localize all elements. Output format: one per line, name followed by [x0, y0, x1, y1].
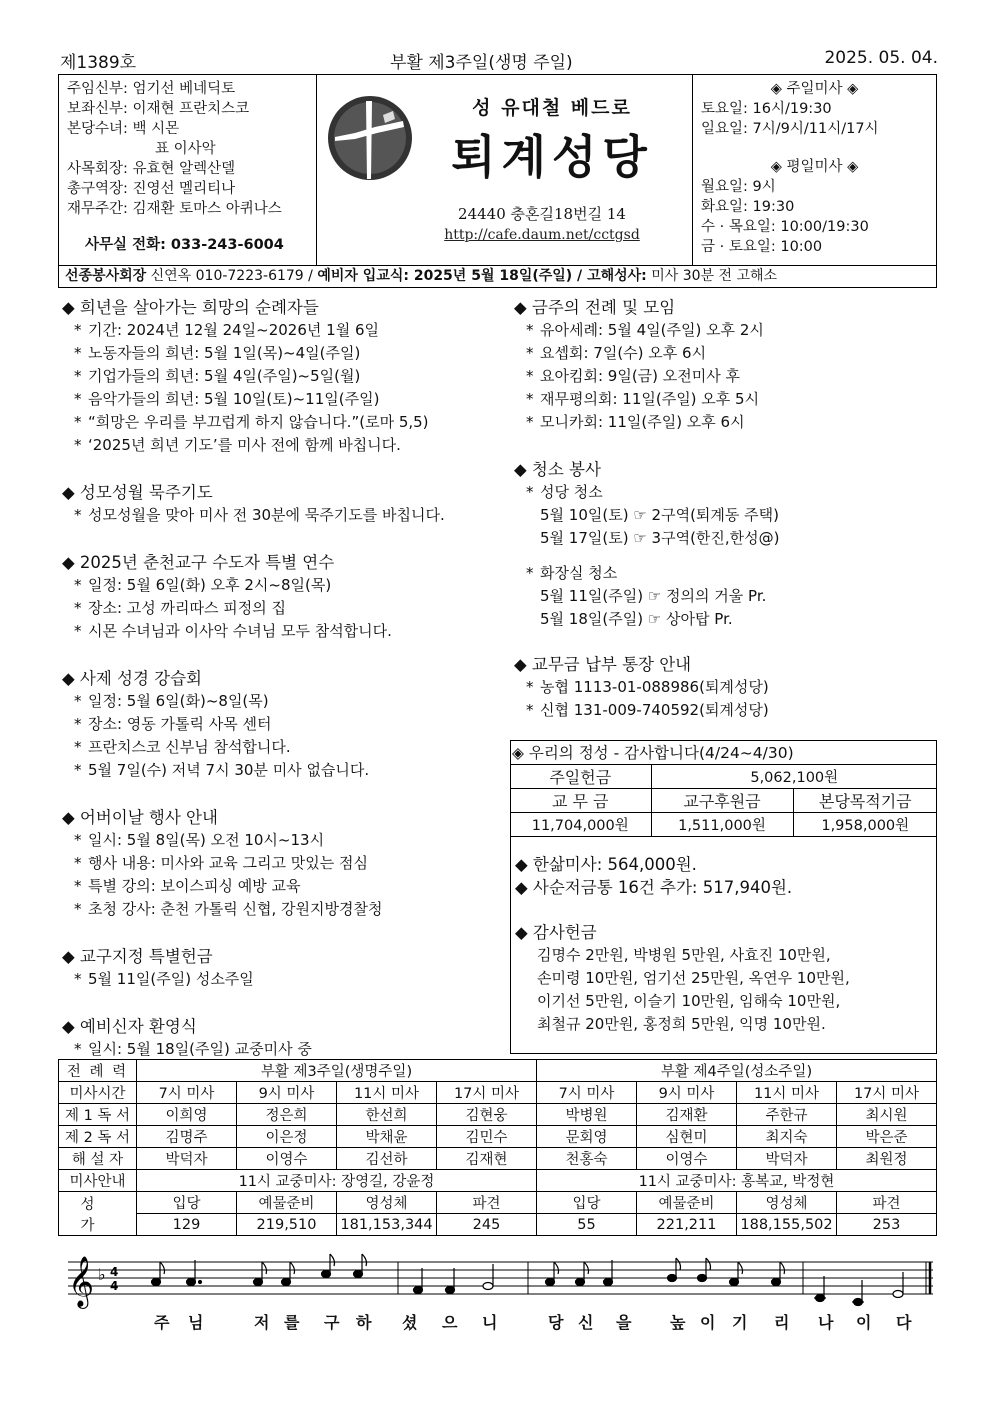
staff-line: 주임신부: 엄기선 베네딕토 — [67, 81, 236, 97]
offering-head: 교구후원금 — [651, 788, 793, 812]
hymn-number: 219,510 — [237, 1214, 337, 1236]
reader: 정은희 — [237, 1104, 337, 1126]
list-item: * 특별 강의: 보이스피싱 예방 교육 — [74, 877, 301, 895]
strip-label: 예비자 입교식: 2025년 5월 18일(주일) / — [317, 268, 588, 284]
liturgy-table — [58, 1059, 937, 1236]
commentator: 김재현 — [437, 1148, 537, 1170]
lyric-syllable: 셨 — [402, 1313, 418, 1332]
offering-line: ◆ 한삶미사: 564,000원. — [515, 855, 697, 874]
mass-time: 11시 미사 — [737, 1082, 837, 1104]
mass-line: 수 · 목요일: 10:00/19:30 — [701, 219, 869, 235]
row-label: 미사안내 — [59, 1170, 137, 1192]
lyric-syllable: 를 — [284, 1313, 300, 1332]
staff-line: 총구역장: 진영선 멜리티나 — [67, 181, 236, 197]
list-item: * 성당 청소 — [526, 483, 603, 501]
hymn-head: 예물준비 — [237, 1192, 337, 1214]
offering-head: 본당목적기금 — [793, 788, 937, 812]
list-item: * 화장실 청소 — [526, 564, 618, 582]
list-item: * 5월 11일(주일) 성소주일 — [74, 970, 254, 988]
commentator: 이영수 — [637, 1148, 737, 1170]
offering-title: ◈ 우리의 정성 - 감사합니다(4/24~4/30) — [510, 740, 937, 764]
list-item: * 일시: 5월 18일(주일) 교중미사 중 — [74, 1040, 312, 1058]
section-title: ◆ 성모성월 묵주기도 — [62, 483, 213, 502]
left-column — [62, 296, 508, 1061]
parish-address: 24440 충혼길18번길 14 — [458, 205, 626, 223]
offering-notes — [515, 853, 933, 1036]
week2-title: 부활 제4주일(성소주일) — [537, 1060, 937, 1082]
reader: 최지숙 — [737, 1126, 837, 1148]
section-title: ◆ 어버이날 행사 안내 — [62, 808, 218, 827]
hymn-head: 파견 — [437, 1192, 537, 1214]
mass-time: 7시 미사 — [137, 1082, 237, 1104]
lyric-syllable: 다 — [896, 1313, 912, 1332]
section-title: ◆ 2025년 춘천교구 수도자 특별 연수 — [62, 553, 335, 572]
thanks-line: 이기선 5만원, 이슬기 10만원, 임해숙 10만원, — [537, 992, 841, 1010]
commentator: 최원정 — [837, 1148, 937, 1170]
sunday-mass-title: ◈ 주일미사 ◈ — [770, 81, 859, 97]
list-item: * 노동자들의 희년: 5월 1일(목)~4일(주일) — [74, 344, 361, 362]
mass-time: 7시 미사 — [537, 1082, 637, 1104]
lyric-syllable: 당 — [548, 1313, 564, 1332]
list-item: * 행사 내용: 미사와 교육 그리고 맛있는 점심 — [74, 854, 368, 872]
mass-schedule — [693, 75, 936, 265]
mass-line: 금 · 토요일: 10:00 — [701, 239, 823, 255]
list-item: * 신협 131-009-740592(퇴계성당) — [526, 701, 769, 719]
lyric-syllable: 니 — [482, 1313, 498, 1332]
staff-line: 본당수녀: 백 시몬 — [67, 121, 180, 137]
commentator: 이영수 — [237, 1148, 337, 1170]
lyric-syllable: 저 — [254, 1313, 270, 1332]
list-item: * 유아세례: 5월 4일(주일) 오후 2시 — [526, 321, 764, 339]
list-item: * 일정: 5월 6일(화) 오후 2시~8일(목) — [74, 576, 332, 594]
reader: 김민수 — [437, 1126, 537, 1148]
staff-line: 보좌신부: 이재현 프란치스코 — [67, 101, 250, 117]
notice-section — [62, 945, 508, 991]
week1-title: 부활 제3주일(생명주일) — [137, 1060, 537, 1082]
strip-value: 미사 30분 전 고해소 — [646, 268, 778, 284]
lyric-syllable: 하 — [356, 1313, 372, 1332]
notice-section — [62, 806, 508, 921]
hymn-head: 파견 — [837, 1192, 937, 1214]
lyric-syllable: 을 — [616, 1313, 632, 1332]
parish-logo-area — [317, 75, 693, 265]
hymn-head: 영성체 — [737, 1192, 837, 1214]
mass-time: 17시 미사 — [437, 1082, 537, 1104]
reader: 박채윤 — [337, 1126, 437, 1148]
reader: 주한규 — [737, 1104, 837, 1126]
list-item: * 음악가들의 희년: 5월 10일(토)~11일(주일) — [74, 390, 380, 408]
section-title: ◆ 금주의 전례 및 모임 — [514, 298, 676, 317]
list-item: * 프란치스코 신부님 참석합니다. — [74, 738, 291, 756]
row-label: 성 가 — [59, 1192, 137, 1236]
list-item: * 기간: 2024년 12월 24일~2026년 1월 6일 — [74, 321, 379, 339]
staff-list — [59, 75, 317, 265]
section-title: ◆ 감사헌금 — [515, 923, 597, 942]
row-label: 제 2 독 서 — [59, 1126, 137, 1148]
offering-value: 11,704,000원 — [510, 812, 651, 836]
hymn-number: 129 — [137, 1214, 237, 1236]
row-label: 미사시간 — [59, 1082, 137, 1104]
list-item: * 시몬 수녀님과 이사악 수녀님 모두 참석합니다. — [74, 622, 392, 640]
offering-value: 1,958,000원 — [793, 812, 937, 836]
notice-section — [62, 1015, 508, 1061]
clean-line: 5월 10일(토) ☞ 2구역(퇴계동 주택) — [540, 506, 780, 524]
row-label: 해 설 자 — [59, 1148, 137, 1170]
commentator: 천홍숙 — [537, 1148, 637, 1170]
mass-time: 9시 미사 — [237, 1082, 337, 1104]
lyric-syllable: 이 — [856, 1313, 872, 1332]
list-item: * 장소: 영동 가톨릭 사목 센터 — [74, 715, 272, 733]
mass-line: 일요일: 7시/9시/11시/17시 — [701, 121, 879, 137]
hymn-number: 188,155,502 — [737, 1214, 837, 1236]
cross-logo-icon — [325, 93, 415, 183]
parish-patron: 성 유대철 베드로 — [472, 97, 632, 119]
hymn-number: 253 — [837, 1214, 937, 1236]
staff-line: 재무주간: 김재환 토마스 아퀴나스 — [67, 201, 282, 217]
reader: 김재환 — [637, 1104, 737, 1126]
parish-name: 퇴계성당 — [451, 130, 653, 184]
list-item: * 농협 1113-01-088986(퇴계성당) — [526, 678, 769, 696]
hymn-number: 181,153,344 — [337, 1214, 437, 1236]
thanks-line: 김명수 2만원, 박병원 5만원, 사효진 10만원, — [537, 946, 831, 964]
list-item: * 기업가들의 희년: 5월 4일(주일)~5일(월) — [74, 367, 361, 385]
row-label: 전 례 력 — [59, 1060, 137, 1082]
notice-section — [62, 481, 508, 527]
issue-number: 제1389호 — [60, 53, 137, 73]
hymn-head: 영성체 — [337, 1192, 437, 1214]
notice-section — [62, 667, 508, 782]
mass-guide: 11시 교중미사: 장영길, 강윤정 — [137, 1170, 537, 1192]
commentator: 김선하 — [337, 1148, 437, 1170]
hymn-number: 245 — [437, 1214, 537, 1236]
mass-time: 9시 미사 — [637, 1082, 737, 1104]
commentator: 박덕자 — [137, 1148, 237, 1170]
row-label: 제 1 독 서 — [59, 1104, 137, 1126]
section-title: ◆ 교구지정 특별헌금 — [62, 947, 213, 966]
hymn-head: 입당 — [537, 1192, 637, 1214]
clean-line: 5월 11일(주일) ☞ 정의의 거울 Pr. — [540, 587, 767, 605]
section-title: ◆ 사제 성경 강습회 — [62, 669, 202, 688]
offering-box — [510, 740, 937, 1054]
lyric-syllable: 으 — [442, 1313, 458, 1332]
lyric-syllable: 높 — [670, 1313, 686, 1332]
svg-text:4: 4 — [110, 1265, 119, 1279]
reader: 이희영 — [137, 1104, 237, 1126]
hymn-number: 55 — [537, 1214, 637, 1236]
strip-label: 선종봉사회장 — [65, 268, 147, 284]
list-item: * 요아킴회: 9일(금) 오전미사 후 — [526, 367, 740, 385]
thanks-line: 최철규 20만원, 홍정희 5만원, 익명 10만원. — [537, 1015, 826, 1033]
reader: 박병원 — [537, 1104, 637, 1126]
staff-line: 표 이사악 — [155, 141, 216, 157]
hymn-number: 221,211 — [637, 1214, 737, 1236]
strip-value: 신연옥 010-7223-6179 / — [146, 268, 318, 284]
mass-line: 화요일: 19:30 — [701, 199, 795, 215]
notice-section — [62, 296, 508, 457]
strip-label: 고해성사: — [587, 268, 647, 284]
list-item: * 초청 강사: 춘천 가톨릭 신협, 강원지방경찰청 — [74, 900, 383, 918]
lyric-syllable: 나 — [818, 1313, 834, 1332]
commentator: 박덕자 — [737, 1148, 837, 1170]
mass-guide: 11시 교중미사: 홍복교, 박정현 — [537, 1170, 937, 1192]
reader: 최시원 — [837, 1104, 937, 1126]
reader: 문회영 — [537, 1126, 637, 1148]
right-column — [514, 296, 934, 722]
staff-line: 사목회장: 유효현 알렉산델 — [67, 161, 236, 177]
lyric-syllable: 님 — [188, 1313, 204, 1332]
list-item: * 5월 7일(수) 저녁 7시 30분 미사 없습니다. — [74, 761, 370, 779]
hymn-head: 입당 — [137, 1192, 237, 1214]
offering-line: ◆ 사순저금통 16건 추가: 517,940원. — [515, 878, 793, 897]
offering-table — [510, 740, 937, 837]
svg-text:♭: ♭ — [98, 1265, 106, 1284]
hymn-head: 예물준비 — [637, 1192, 737, 1214]
list-item: * 일시: 5월 8일(목) 오전 10시~13시 — [74, 831, 325, 849]
svg-text:4: 4 — [110, 1279, 119, 1293]
reader: 이은정 — [237, 1126, 337, 1148]
list-item: * ‘2025년 희년 기도’를 미사 전에 함께 바칩니다. — [74, 436, 401, 454]
clean-line: 5월 18일(주일) ☞ 상아탑 Pr. — [540, 610, 733, 628]
offering-head: 교 무 금 — [510, 788, 651, 812]
list-item: * 재무평의회: 11일(주일) 오후 5시 — [526, 390, 760, 408]
reader: 김명주 — [137, 1126, 237, 1148]
list-item: * 장소: 고성 까리따스 피정의 집 — [74, 599, 287, 617]
clean-line: 5월 17일(토) ☞ 3구역(한진,한성@) — [540, 529, 780, 547]
offering-value: 1,511,000원 — [651, 812, 793, 836]
lyric-syllable: 리 — [774, 1313, 790, 1332]
reader: 한선희 — [337, 1104, 437, 1126]
reader: 박은준 — [837, 1126, 937, 1148]
thanks-line: 손미령 10만원, 엄기선 25만원, 옥연우 10만원, — [537, 969, 850, 987]
office-phone: 사무실 전화: 033-243-6004 — [85, 237, 284, 253]
lyric-syllable: 기 — [732, 1313, 748, 1332]
lyric-syllable: 구 — [324, 1313, 340, 1332]
lyric-syllable: 이 — [700, 1313, 716, 1332]
mass-time: 17시 미사 — [837, 1082, 937, 1104]
reader: 심현미 — [637, 1126, 737, 1148]
mass-line: 토요일: 16시/19:30 — [701, 101, 832, 117]
list-item: * 일정: 5월 6일(화)~8일(목) — [74, 692, 269, 710]
cafe-link[interactable]: http://cafe.daum.net/cctgsd — [444, 227, 640, 243]
header-box — [58, 74, 937, 288]
mass-line: 월요일: 9시 — [701, 179, 776, 195]
section-title: ◆ 예비신자 환영식 — [62, 1017, 197, 1036]
bulletin-date: 2025. 05. 04. — [824, 48, 938, 68]
lyric-syllable: 신 — [578, 1313, 594, 1332]
sunday-offering-value: 5,062,100원 — [651, 764, 937, 788]
list-item: * 요셉회: 7일(수) 오후 6시 — [526, 344, 707, 362]
bulletin-title: 부활 제3주일(생명 주일) — [390, 53, 573, 73]
list-item: * 모니카회: 11일(주일) 오후 6시 — [526, 413, 745, 431]
section-title: ◆ 교무금 납부 통장 안내 — [514, 655, 692, 674]
lyric-syllable: 주 — [154, 1313, 170, 1332]
section-title: ◆ 희년을 살아가는 희망의 순례자들 — [62, 298, 319, 317]
hymn-lyrics — [58, 1310, 938, 1334]
info-strip — [59, 265, 936, 287]
notice-section — [62, 551, 508, 643]
section-title: ◆ 청소 봉사 — [514, 460, 601, 479]
list-item: * 성모성월을 맞아 미사 전 30분에 묵주기도를 바칩니다. — [74, 506, 445, 524]
list-item: * “희망은 우리를 부끄럽게 하지 않습니다.”(로마 5,5) — [74, 413, 429, 431]
mass-time: 11시 미사 — [337, 1082, 437, 1104]
svg-text:𝄞: 𝄞 — [68, 1256, 95, 1307]
weekday-mass-title: ◈ 평일미사 ◈ — [770, 159, 859, 175]
reader: 김현웅 — [437, 1104, 537, 1126]
sunday-offering-label: 주일헌금 — [510, 764, 651, 788]
